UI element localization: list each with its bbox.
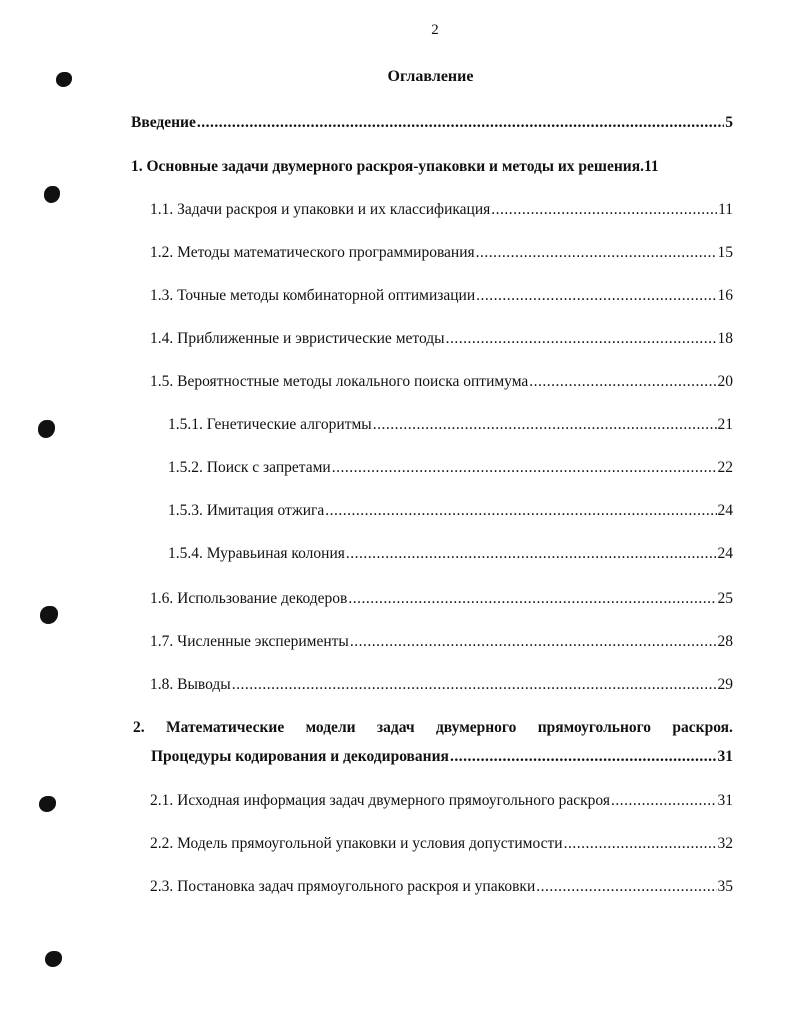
toc-entry-label: 1.7. Численные эксперименты bbox=[150, 633, 349, 650]
toc-entry-1-5-4[interactable] bbox=[168, 544, 733, 564]
toc-entry-1-5-1[interactable] bbox=[168, 415, 733, 435]
toc-entry-page: 28 bbox=[717, 633, 733, 650]
toc-entry-chapter-1[interactable] bbox=[131, 157, 733, 177]
toc-leader bbox=[536, 877, 716, 897]
toc-leader bbox=[350, 632, 717, 652]
toc-entry-page: 31 bbox=[717, 792, 733, 809]
toc-entry-1-6[interactable] bbox=[150, 589, 733, 609]
toc-leader bbox=[232, 675, 717, 695]
toc-entry-1-2[interactable] bbox=[150, 243, 733, 263]
binder-hole-mark bbox=[44, 186, 60, 203]
toc-leader bbox=[611, 791, 717, 811]
toc-entry-page: 11 bbox=[718, 201, 733, 218]
toc-entry-1-3[interactable] bbox=[150, 286, 733, 306]
toc-entry-label: 1.5.1. Генетические алгоритмы bbox=[168, 416, 372, 433]
toc-entry-label: 2.1. Исходная информация задач двумерного прямоугольного раскроя bbox=[150, 792, 610, 809]
toc-entry-1-5-2[interactable] bbox=[168, 458, 733, 478]
toc-entry-page: 15 bbox=[717, 244, 733, 261]
toc-entry-label: 2.2. Модель прямоугольной упаковки и условия допустимости bbox=[150, 835, 563, 852]
chapter2-word: раскроя. bbox=[672, 719, 733, 736]
toc-entry-page: 25 bbox=[717, 590, 733, 607]
toc-entry-introduction[interactable] bbox=[131, 113, 733, 133]
toc-entry-label: Процедуры кодирования и декодирования bbox=[151, 748, 449, 765]
toc-entry-page: 22 bbox=[717, 459, 733, 476]
toc-entry-2-2[interactable] bbox=[150, 834, 733, 854]
toc-entry-page: 11 bbox=[643, 158, 659, 175]
toc-leader bbox=[325, 501, 716, 521]
toc-leader bbox=[373, 415, 717, 435]
toc-entry-label: 1.2. Методы математического программирования bbox=[150, 244, 475, 261]
toc-entry-page: 29 bbox=[717, 676, 733, 693]
toc-entry-label: 1.5. Вероятностные методы локального поиска оптимума bbox=[150, 373, 529, 390]
toc-entry-page: 31 bbox=[717, 748, 733, 765]
toc-entry-1-8[interactable] bbox=[150, 675, 733, 695]
toc-entry-chapter-2-line-2[interactable] bbox=[151, 747, 733, 767]
toc-leader bbox=[346, 544, 717, 564]
toc-leader bbox=[348, 589, 716, 609]
toc-leader bbox=[197, 113, 724, 133]
toc-entry-page: 24 bbox=[717, 502, 733, 519]
toc-entry-label: 1.6. Использование декодеров bbox=[150, 590, 348, 607]
toc-entry-2-1[interactable] bbox=[150, 791, 733, 811]
toc-leader bbox=[476, 286, 716, 306]
toc-entry-page: 24 bbox=[717, 545, 733, 562]
toc-entry-page: 5 bbox=[725, 114, 733, 131]
chapter2-word: задач bbox=[376, 719, 415, 736]
chapter2-word: Математические bbox=[165, 719, 285, 736]
toc-entry-page: 35 bbox=[717, 878, 733, 895]
toc-entry-label: 1.5.4. Муравьиная колония bbox=[168, 545, 345, 562]
toc-entry-1-4[interactable] bbox=[150, 329, 733, 349]
binder-hole-mark bbox=[39, 796, 56, 812]
binder-hole-mark bbox=[40, 606, 58, 624]
toc-leader bbox=[476, 243, 717, 263]
toc-entry-label: 2.3. Постановка задач прямоугольного раскроя и упаковки bbox=[150, 878, 536, 895]
toc-entry-1-5[interactable] bbox=[150, 372, 733, 392]
toc-entry-page: 16 bbox=[717, 287, 733, 304]
toc-leader bbox=[332, 458, 717, 478]
toc-entry-1-7[interactable] bbox=[150, 632, 733, 652]
toc-title: Оглавление bbox=[387, 68, 474, 85]
page-number: 2 bbox=[431, 22, 439, 38]
toc-leader bbox=[529, 372, 716, 392]
chapter2-word: двумерного bbox=[435, 719, 517, 736]
toc-leader bbox=[491, 200, 717, 220]
toc-entry-1-1[interactable] bbox=[150, 200, 733, 220]
toc-entry-1-5-3[interactable] bbox=[168, 501, 733, 521]
toc-entry-page: 20 bbox=[717, 373, 733, 390]
chapter2-word: 2. bbox=[133, 719, 145, 736]
toc-leader bbox=[564, 834, 717, 854]
toc-entry-label: 1.5.2. Поиск с запретами bbox=[168, 459, 331, 476]
chapter2-word: модели bbox=[305, 719, 356, 736]
toc-entry-label: 1.1. Задачи раскроя и упаковки и их классификация bbox=[150, 201, 491, 218]
toc-entry-label: 1. Основные задачи двумерного раскроя-упаковки и методы их решения. bbox=[131, 158, 644, 175]
toc-entry-2-3[interactable] bbox=[150, 877, 733, 897]
toc-entry-label: Введение bbox=[131, 114, 196, 131]
toc-entry-page: 21 bbox=[717, 416, 733, 433]
toc-entry-label: 1.8. Выводы bbox=[150, 676, 231, 693]
toc-entry-label: 1.3. Точные методы комбинаторной оптимизации bbox=[150, 287, 476, 304]
toc-leader bbox=[446, 329, 717, 349]
binder-hole-mark bbox=[38, 420, 55, 438]
toc-entry-label: 1.5.3. Имитация отжига bbox=[168, 502, 325, 519]
toc-leader bbox=[450, 747, 717, 767]
toc-entry-chapter-2-line-1[interactable] bbox=[133, 718, 733, 738]
binder-hole-mark bbox=[45, 951, 62, 967]
chapter2-word: прямоугольного bbox=[537, 719, 652, 736]
toc-entry-page: 32 bbox=[717, 835, 733, 852]
toc-entry-page: 18 bbox=[717, 330, 733, 347]
toc-entry-label: 1.4. Приближенные и эвристические методы bbox=[150, 330, 445, 347]
